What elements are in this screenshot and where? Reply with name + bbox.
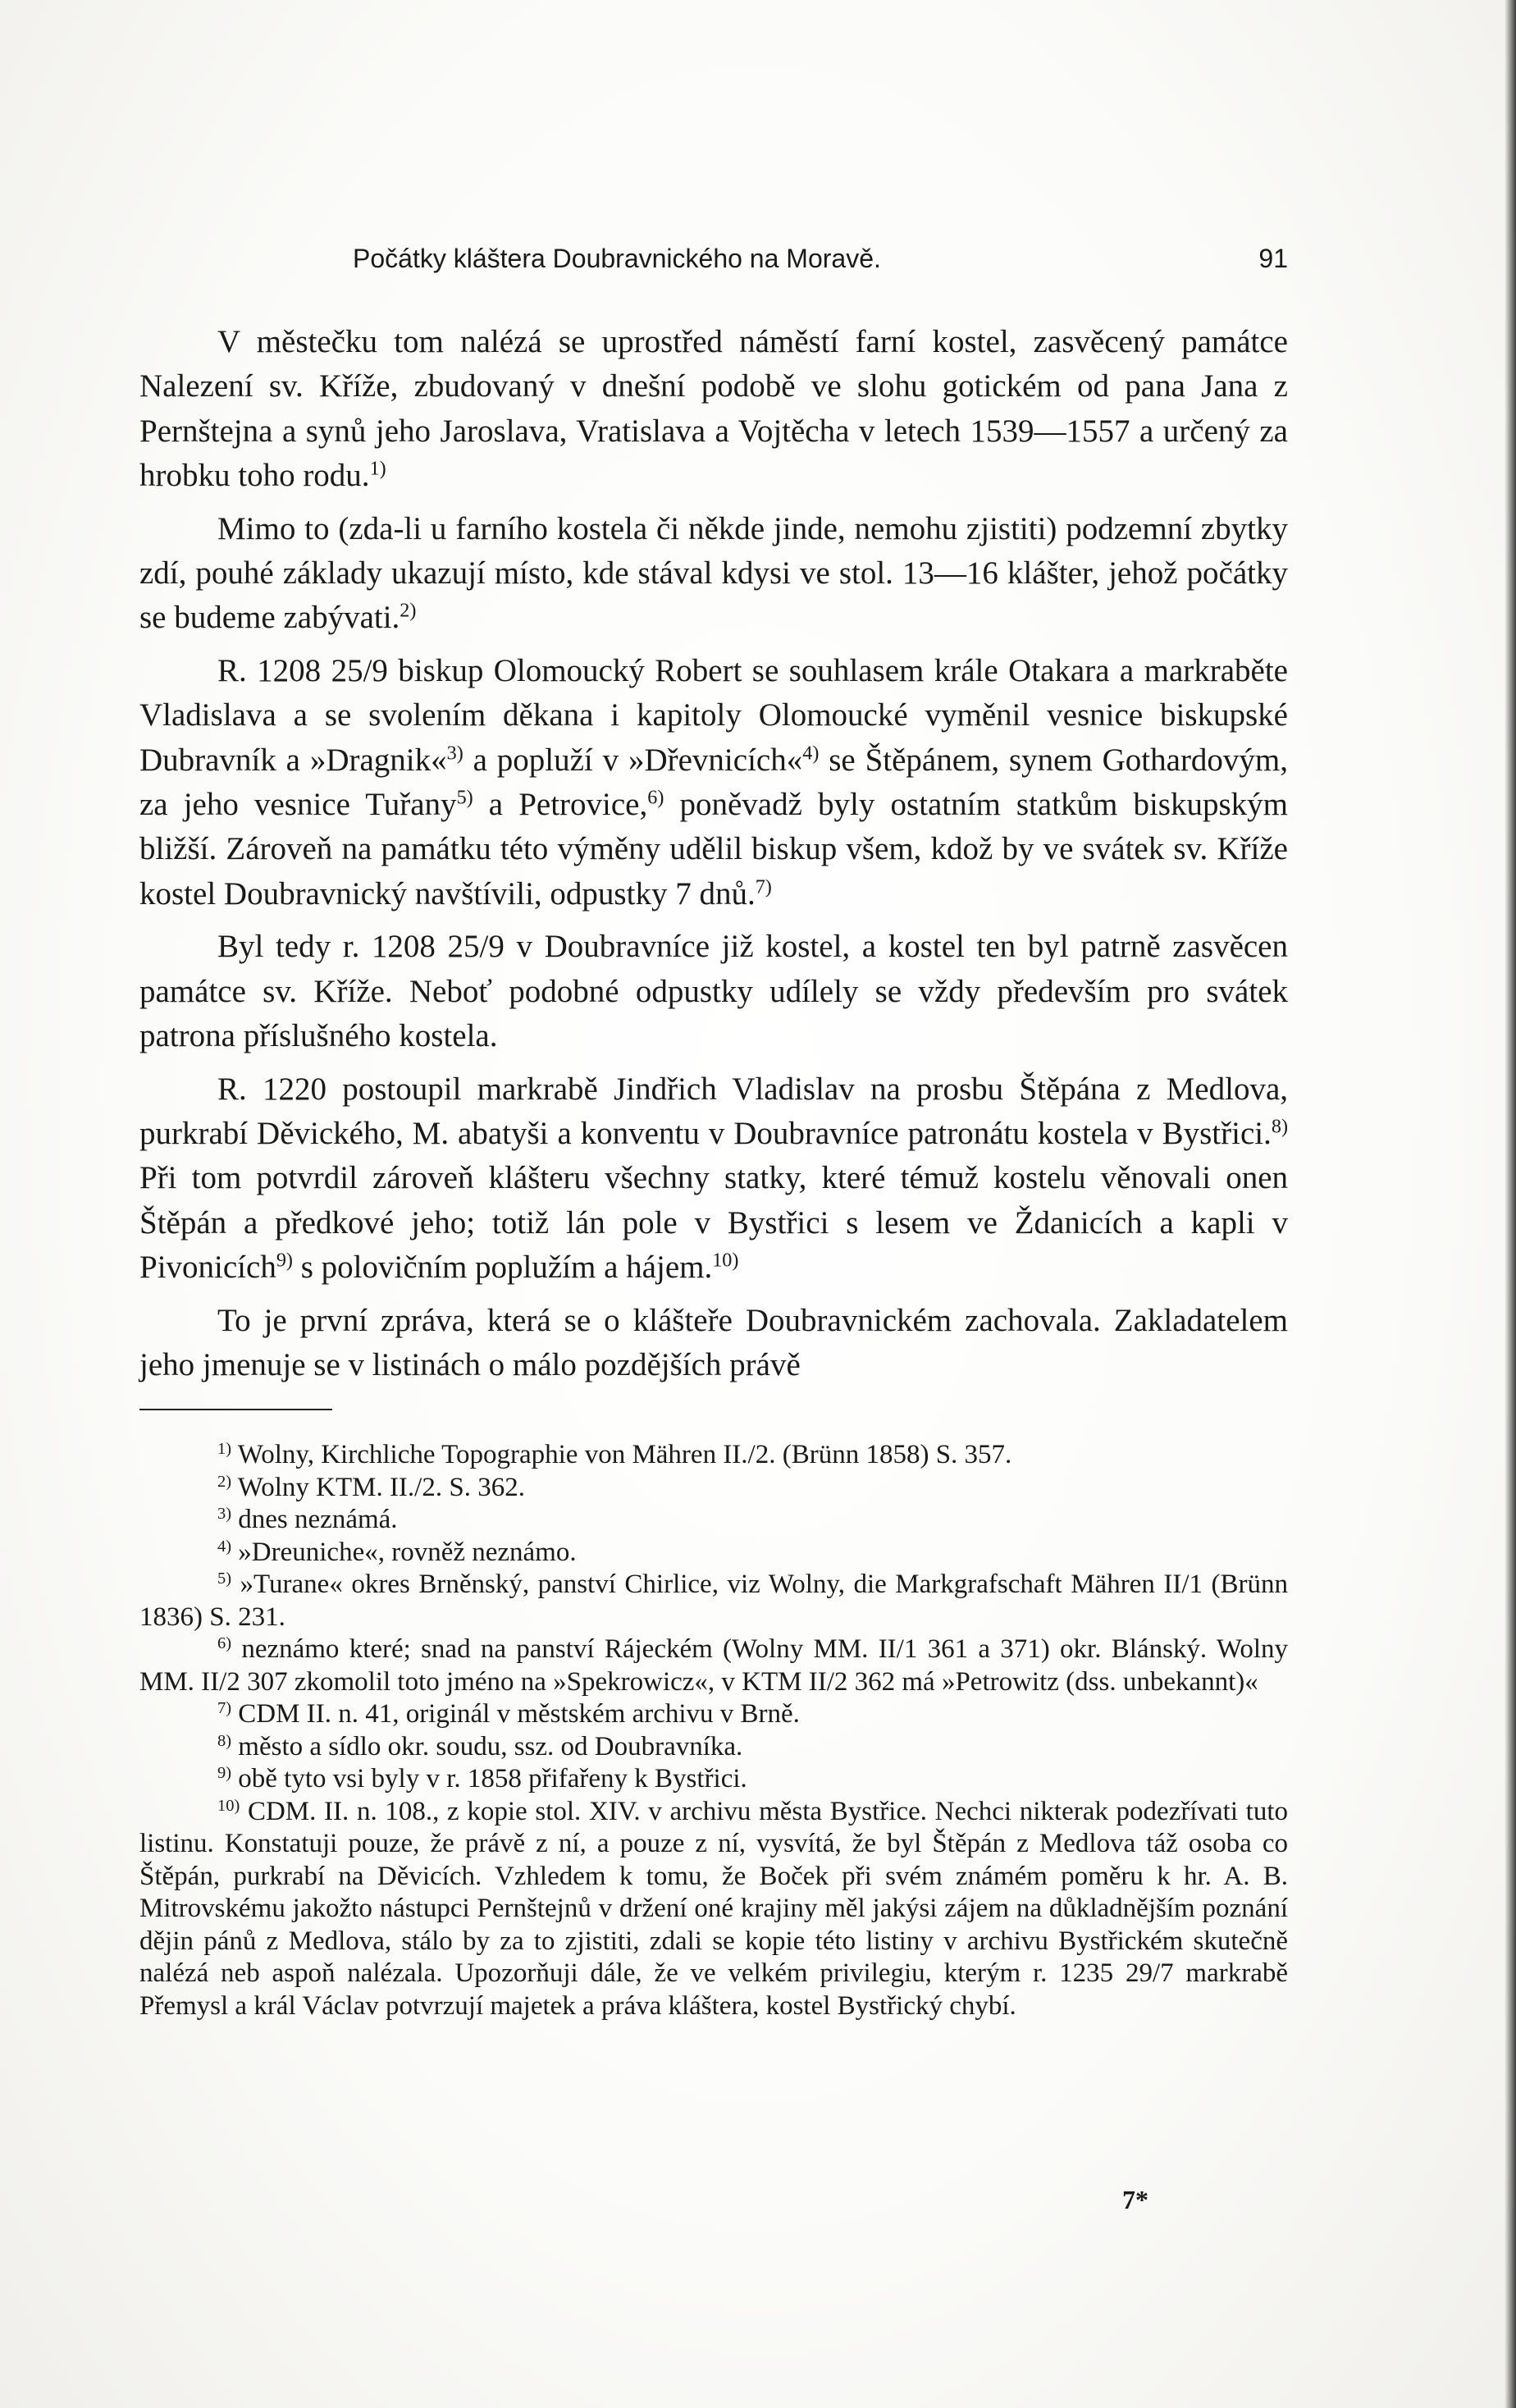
footnote-mark: 3) bbox=[217, 1504, 232, 1523]
paragraph-text: R. 1220 postoupil markrabě Jindřich Vladislav na prosbu Štěpána z Medlova, purkrabí Děvického, M. abatyši a konventu v Doubravníce patronátu kostela v Bystřici. bbox=[139, 1071, 1288, 1151]
footnote-reference: 10) bbox=[712, 1249, 739, 1272]
footnote-mark: 6) bbox=[217, 1634, 232, 1652]
footnote-text: Wolny, Kirchliche Topographie von Mähren II./2. (Brünn 1858) S. 357. bbox=[237, 1440, 1012, 1469]
footnote-mark: 8) bbox=[217, 1731, 232, 1750]
body-paragraph bbox=[139, 1067, 1288, 1291]
paragraph-text: R. 1208 25/9 biskup Olomoucký Robert se souhlasem krále Otakara a markraběte Vladislava a se svolením děkana i kapitoly Olomoucké vyměnil vesnice biskupské Dubravník a »Dragnik« bbox=[139, 652, 1288, 778]
footnote-text: město a sídlo okr. soudu, ssz. od Doubravníka. bbox=[238, 1731, 743, 1761]
footnote-text: neznámo které; snad na panství Rájeckém (Wolny MM. II/1 361 a 371) okr. Blánský. Wolny MM. II/2 307 zkomolil toto jméno na »Spekrowicz«, v KTM II/2 362 má »Petrowitz (dss. unbekannt)« bbox=[139, 1634, 1289, 1697]
paragraph-text: a popluží v »Dřevnicích« bbox=[463, 742, 803, 778]
footnote-text: »Dreuniche«, rovněž neznámo. bbox=[238, 1537, 577, 1567]
footnote-reference: 9) bbox=[276, 1249, 293, 1272]
footnote bbox=[139, 1537, 1288, 1570]
footnote bbox=[139, 1472, 1288, 1505]
paragraph-text: a Petrovice, bbox=[473, 787, 648, 823]
paragraph-text: se Štěpánem, synem Gothardovým, za jeho vesnice Tuřany bbox=[139, 742, 1289, 823]
footnote bbox=[139, 1763, 1288, 1796]
footnote-mark: 1) bbox=[217, 1439, 232, 1458]
paragraph-text: Mimo to (zda-li u farního kostela či někde jinde, nemohu zjistiti) podzemní zbytky zdí, pouhé základy ukazují místo, kde stával kdysi ve stol. 13—16 klášter, jehož počátky se budeme zabývati. bbox=[139, 510, 1288, 636]
footnote-mark: 5) bbox=[217, 1569, 232, 1588]
footnote-reference: 6) bbox=[647, 786, 664, 809]
body-paragraph bbox=[139, 507, 1288, 641]
footnote-reference: 2) bbox=[400, 600, 417, 623]
footnote-reference: 3) bbox=[446, 742, 463, 765]
footnote-reference: 7) bbox=[755, 875, 772, 898]
footnote bbox=[139, 1796, 1288, 2023]
footnote-reference: 5) bbox=[456, 786, 473, 809]
paragraph-text: Byl tedy r. 1208 25/9 v Doubravníce již kostel, a kostel ten byl patrně zasvěcen památce sv. Kříže. Neboť podobné odpustky udílely se vždy především pro svátek patrona příslušného kostela. bbox=[139, 929, 1288, 1054]
footnote-text: CDM. II. n. 108., z kopie stol. XIV. v archivu města Bystřice. Nechci nikterak podezřívati tuto listinu. Konstatuji pouze, že právě z ní, a pouze z ní, vysvítá, že byl Štěpán z Medlova táž osoba co Štěpán, purkrabí na Děvicích. Vzhledem k tomu, že Boček při svém známém poměru k hr. A. B. Mitrovskému jakožto nástupci Pernštejnů v držení oné krajiny měl jakýsi zájem na důkladnějším poznání dějin pánů z Medlova, stálo by za to zjistiti, zdali se kopie této listiny v archivu Bystřickém skutečně nalézá neb aspoň nalézala. Upozorňuji dále, že ve velkém privilegiu, kterým r. 1235 29/7 markrabě Přemysl a král Václav potvrzují majetek a práva kláštera, kostel Bystřický chybí. bbox=[139, 1796, 1289, 2021]
body-paragraph bbox=[139, 649, 1288, 916]
scan-edge-shadow bbox=[1505, 0, 1516, 2408]
signature-mark: 7* bbox=[1122, 2185, 1148, 2214]
running-title: Počátky kláštera Doubravnického na Moravě. bbox=[353, 244, 881, 273]
footnote bbox=[139, 1504, 1288, 1537]
paragraph-text: s polovičním poplužím a hájem. bbox=[292, 1250, 713, 1286]
page-number: 91 bbox=[1258, 244, 1288, 273]
footnote-text: CDM II. n. 41, originál v městském archivu v Brně. bbox=[238, 1699, 800, 1729]
footnotes bbox=[139, 1439, 1288, 2022]
running-header bbox=[353, 238, 1288, 279]
paragraph-text: To je první zpráva, která se o klášteře Doubravnickém zachovala. Zakladatelem jeho jmenuje se v listinách o málo pozdějších právě bbox=[139, 1302, 1288, 1382]
footnote bbox=[139, 1731, 1288, 1764]
footnote-mark: 10) bbox=[217, 1796, 240, 1815]
footnote-mark: 9) bbox=[217, 1763, 232, 1782]
main-text bbox=[139, 320, 1288, 1396]
footnote bbox=[139, 1634, 1288, 1698]
footnote-reference: 8) bbox=[1271, 1115, 1288, 1138]
footnote-mark: 7) bbox=[217, 1698, 232, 1717]
footnote-text: dnes neznámá. bbox=[238, 1505, 398, 1534]
footnote-separator bbox=[139, 1409, 332, 1410]
body-paragraph bbox=[139, 320, 1288, 499]
body-paragraph bbox=[139, 925, 1288, 1058]
footnote-reference: 1) bbox=[369, 457, 386, 480]
body-paragraph bbox=[139, 1299, 1288, 1388]
footnote bbox=[139, 1569, 1288, 1634]
footnote-reference: 4) bbox=[802, 742, 820, 765]
footnote-mark: 2) bbox=[217, 1472, 232, 1491]
footnote-text: obě tyto vsi byly v r. 1858 přifařeny k Bystřici. bbox=[238, 1764, 747, 1793]
footnote bbox=[139, 1439, 1288, 1472]
footnote-text: Wolny KTM. II./2. S. 362. bbox=[237, 1472, 525, 1502]
paragraph-text: Při tom potvrdil zároveň klášteru všechny statky, které témuž kostelu věnovali onen Štěpán a předkové jeho; totiž lán pole v Bystřici s lesem ve Ždanicích a kapli v Pivonicích bbox=[139, 1160, 1288, 1286]
paragraph-text: poněvadž byly ostatním statkům biskupským bližší. Zároveň na památku této výměny udělil biskup všem, kdož by ve svátek sv. Kříže kostel Doubravnický navštívili, odpustky 7 dnů. bbox=[139, 787, 1288, 912]
paragraph-text: V městečku tom nalézá se uprostřed náměstí farní kostel, zasvěcený památce Nalezení sv. Kříže, zbudovaný v dnešní podobě ve slohu gotickém od pana Jana z Pernštejna a synů jeho Jaroslava, Vratislava a Vojtěcha v letech 1539—1557 a určený za hrobku toho rodu. bbox=[139, 324, 1288, 494]
footnote-mark: 4) bbox=[217, 1537, 232, 1556]
footnote bbox=[139, 1698, 1288, 1731]
footnote-text: »Turane« okres Brněnský, panství Chirlice, viz Wolny, die Markgrafschaft Mähren II/1 (Brünn 1836) S. 231. bbox=[139, 1570, 1288, 1632]
